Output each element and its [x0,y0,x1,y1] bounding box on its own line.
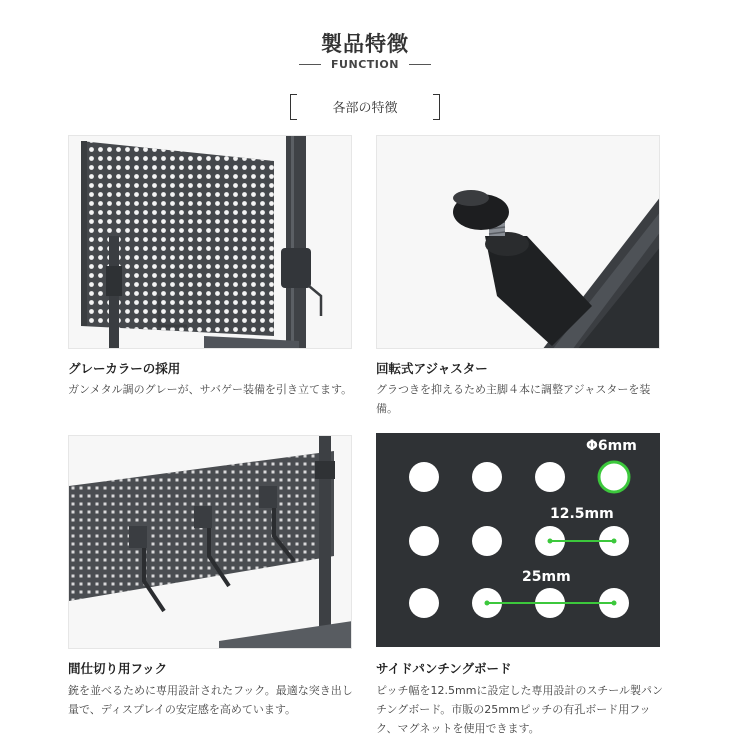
feature-image-adjuster [376,135,660,349]
page-subtitle [0,56,730,72]
section-heading-text: 各部の特徴 [332,100,398,116]
feature-image-punching-board [376,433,660,647]
feature-image-hooks [68,435,352,649]
double-pitch-label: 25mm [522,569,571,585]
feature-description: ガンメタル調のグレーが、サバゲー装備を引き立てます。 [68,383,353,396]
hole-diameter-label: Φ6mm [586,438,637,454]
section-heading [290,94,440,118]
feature-title: 間仕切り用フック [68,661,168,676]
feature-title: サイドパンチングボード [376,661,512,676]
divider-left [299,64,321,65]
pitch-label: 12.5mm [550,506,614,522]
bracket-right [433,94,440,120]
feature-title: グレーカラーの採用 [68,361,181,376]
feature-description: グラつきを抑えるため主脚４本に調整アジャスターを装備。 [376,383,651,415]
page-title: 製品特徴 [321,32,409,56]
divider-right [409,64,431,65]
feature-description: ピッチ幅を12.5mmに設定した専用設計のスチール製パンチングボード。市販の25mmピッチの有孔ボード用フック、マグネットを使用できます。 [376,684,664,735]
subtitle-text: FUNCTION [331,57,399,71]
feature-image-grey-color [68,135,352,349]
feature-title: 回転式アジャスター [376,361,488,376]
bracket-left [290,94,297,120]
feature-description: 銃を並べるために専用設計されたフック。最適な突き出し量で、ディスプレイの安定感を高めています。 [68,684,353,716]
